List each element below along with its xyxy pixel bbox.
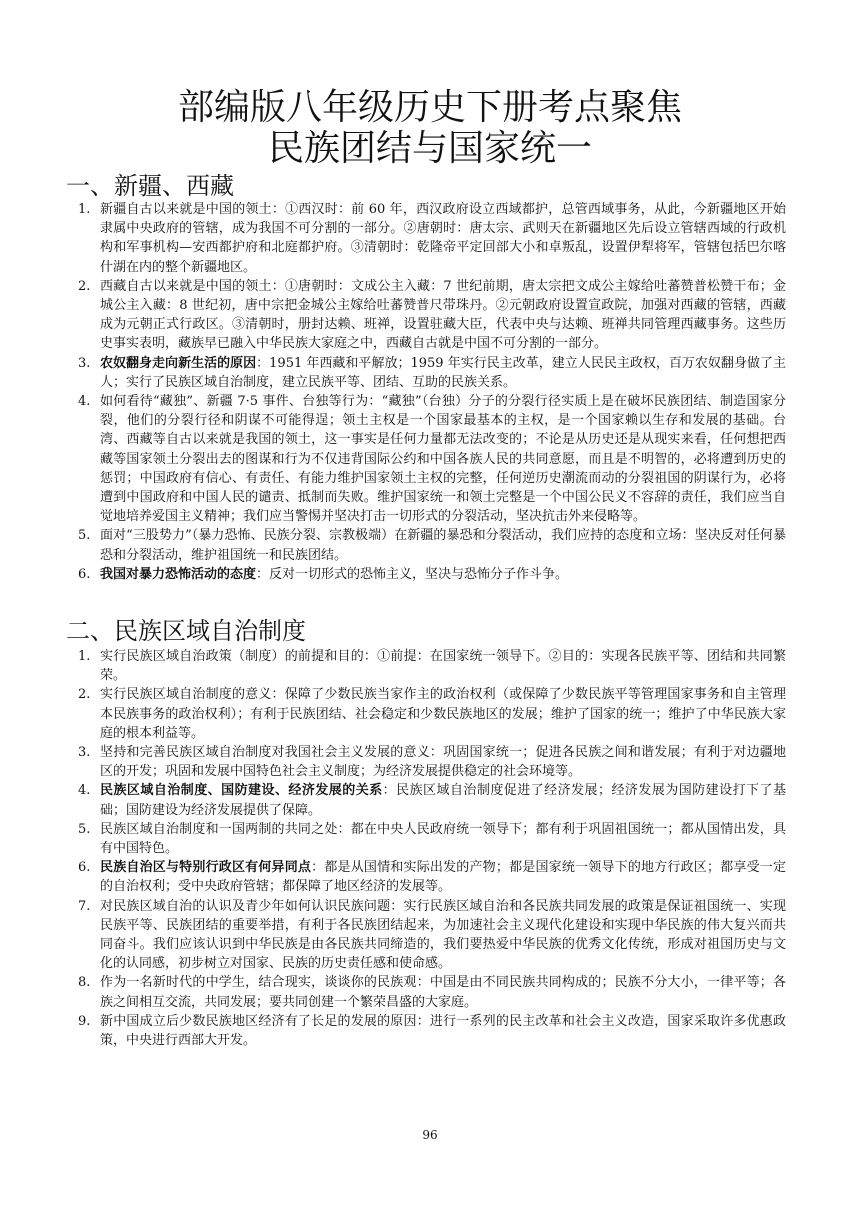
list-item — [74, 354, 786, 392]
item-number: 1. — [78, 649, 91, 664]
item-text: 民族区域自治制度和一国两制的共同之处：都在中央人民政府统一领导下；都有利于巩固祖国统一；都从国情出发，具有中国特色。 — [100, 821, 786, 857]
page-subtitle: 民族团结与国家统一 — [267, 128, 592, 169]
item-number: 5. — [78, 528, 91, 544]
item-number: 4. — [78, 783, 91, 799]
list-item — [74, 897, 786, 974]
list-item — [74, 973, 786, 1011]
item-text: 作为一名新时代的中学生，结合现实，谈谈你的民族观：中国是由不同民族共同构成的；民族不分大小，一律平等；各族之间相互交流，共同发展；要共同创建一个繁荣昌盛的大家庭。 — [100, 975, 786, 1010]
item-text: ：反对一切形式的恐怖主义，坚决与恐怖分子作斗争。 — [256, 566, 569, 582]
list-item — [74, 200, 786, 277]
list-item — [74, 565, 786, 584]
item-number: 2. — [78, 687, 91, 703]
section-list-regional-autonomy — [74, 647, 786, 1050]
item-keyword: 民族自治区与特别行政区有何异同点 — [100, 860, 312, 876]
list-item — [74, 743, 786, 781]
list-item — [74, 277, 786, 354]
list-item — [74, 392, 786, 526]
list-item — [74, 858, 786, 896]
item-text: 实行民族区域自治制度的意义：保障了少数民族当家作主的政治权利（或保障了少数民族平等管理国家事务和自主管理本民族事务的政治权利）；有利于民族团结、社会稳定和少数民族地区的发展；维护了国家的统一；维护了中华民族大家庭的根本利益等。 — [100, 687, 786, 741]
list-item — [74, 647, 786, 685]
page-title: 部编版八年级历史下册考点聚焦 — [177, 87, 682, 128]
list-item — [74, 820, 786, 858]
item-number: 3. — [78, 745, 91, 761]
list-item — [74, 685, 786, 743]
item-number: 1. — [78, 202, 91, 217]
item-number: 6. — [78, 860, 91, 876]
item-text: 面对“三股势力”（暴力恐怖、民族分裂、宗教极端）在新疆的暴恐和分裂活动，我们应持的态度和立场：坚决反对任何暴恐和分裂活动，维护祖国统一和民族团结。 — [100, 528, 786, 563]
item-keyword: 我国对暴力恐怖活动的态度 — [100, 566, 257, 582]
item-text: 西藏自古以来就是中国的领土：①唐朝时：文成公主入藏：7 世纪前期，唐太宗把文成公主嫁给吐蕃赞普松赞干布；金城公主入藏：8 世纪初，唐中宗把金城公主嫁给吐蕃赞普尺带珠丹。②元朝政府设置宣政院，加强对西藏的管辖，西藏成为元朝正式行政区。③清朝时，册封达赖、班禅，设置驻藏大臣，代表中央与达赖、班禅共同管理西藏事务。这些历史事实表明，藏族早已融入中华民族大家庭之中，西藏自古就是中国不可分割的一部分。 — [100, 278, 786, 352]
item-keyword: 农奴翻身走向新生活的原因 — [100, 355, 257, 371]
item-number: 7. — [78, 898, 91, 914]
page-number: 96 — [422, 1128, 438, 1142]
section-heading-regional-autonomy: 二、民族区域自治制度 — [66, 617, 306, 645]
section-list-xinjiang-tibet — [74, 200, 786, 584]
item-number: 2. — [78, 278, 91, 294]
item-number: 3. — [78, 355, 91, 371]
list-item — [74, 1012, 786, 1050]
item-text: 对民族区域自治的认识及青少年如何认识民族问题：实行民族区域自治和各民族共同发展的政策是保证祖国统一、实现民族平等、民族团结的重要举措，有利于各民族团结起来，为加速社会主义现代化建设和实现中华民族的伟大复兴而共同奋斗。我们应该认识到中华民族是由各民族共同缔造的，我们要热爱中华民族的优秀文化传统，形成对祖国历史与文化的认同感，初步树立对国家、民族的历史责任感和使命感。 — [100, 898, 786, 972]
item-number: 4. — [78, 394, 91, 410]
item-text: 新中国成立后少数民族地区经济有了长足的发展的原因：进行一系列的民主改革和社会主义改造，国家采取许多优惠政策，中央进行西部大开发。 — [100, 1013, 786, 1049]
list-item — [74, 526, 786, 564]
item-keyword: 民族区域自治制度、国防建设、经济发展的关系 — [100, 783, 383, 799]
section-heading-xinjiang-tibet: 一、新疆、西藏 — [66, 172, 234, 200]
item-text: 坚持和完善民族区域自治制度对我国社会主义发展的意义：巩固国家统一；促进各民族之间和谐发展；有利于对边疆地区的开发；巩固和发展中国特色社会主义制度；为经济发展提供稳定的社会环境等。 — [100, 745, 786, 780]
item-text: ：都是从国情和实际出发的产物；都是国家统一领导下的地方行政区；都享受一定的自治权利；受中央政府管辖；都保障了地区经济的发展等。 — [100, 860, 786, 895]
item-text: 新疆自古以来就是中国的领土：①西汉时：前 60 年，西汉政府设立西域都护，总管西域事务，从此，今新疆地区开始隶属中央政府的管辖，成为我国不可分割的一部分。②唐朝时：唐太宗、武则天在新疆地区先后设立管辖西域的行政机构和军事机构—安西都护府和北庭都护府。③清朝时：乾隆帝平定回部大小和卓叛乱，设置伊犁将军，管辖包括巴尔喀什湖在内的整个新疆地区。 — [100, 202, 786, 275]
item-text: ：1951 年西藏和平解放；1959 年实行民主改革，建立人民民主政权，百万农奴翻身做了主人；实行了民族区域自治制度，建立民族平等、团结、互助的民族关系。 — [100, 355, 786, 390]
item-number: 8. — [78, 975, 91, 991]
item-number: 5. — [78, 821, 91, 837]
item-text: 实行民族区域自治政策（制度）的前提和目的：①前提：在国家统一领导下。②目的：实现各民族平等、团结和共同繁荣。 — [100, 649, 786, 684]
item-number: 9. — [78, 1013, 91, 1029]
list-item — [74, 781, 786, 819]
item-text: 如何看待“藏独”、新疆 7·5 事件、台独等行为：“藏独”（台独）分子的分裂行径实质上是在破坏民族团结、制造国家分裂，他们的分裂行径和阴谋不可能得逞；领土主权是一个国家最基本的主权，是一个国家赖以生存和发展的基础。台湾、西藏等自古以来就是我国的领土，这一事实是任何力量都无法改变的；不论是从历史还是从现实来看，任何想把西藏等国家领土分裂出去的图谋和行为不仅违背国际公约和中国各族人民的共同意愿，而且是不明智的，必将遭到历史的惩罚；中国政府有信心、有责任、有能力维护国家领土主权的完整，任何逆历史潮流而动的分裂祖国的阴谋行为，必将遭到中国政府和中国人民的谴责、抵制而失败。维护国家统一和领土完整是一个中国公民义不容辞的责任，我们应当自觉地培养爱国主义精神；我们应当警惕并坚决打击一切形式的分裂活动，坚决抗击外来侵略等。 — [100, 394, 786, 525]
item-number: 6. — [78, 566, 91, 582]
item-text: ：民族区域自治制度促进了经济发展；经济发展为国防建设打下了基础；国防建设为经济发展提供了保障。 — [100, 783, 786, 818]
